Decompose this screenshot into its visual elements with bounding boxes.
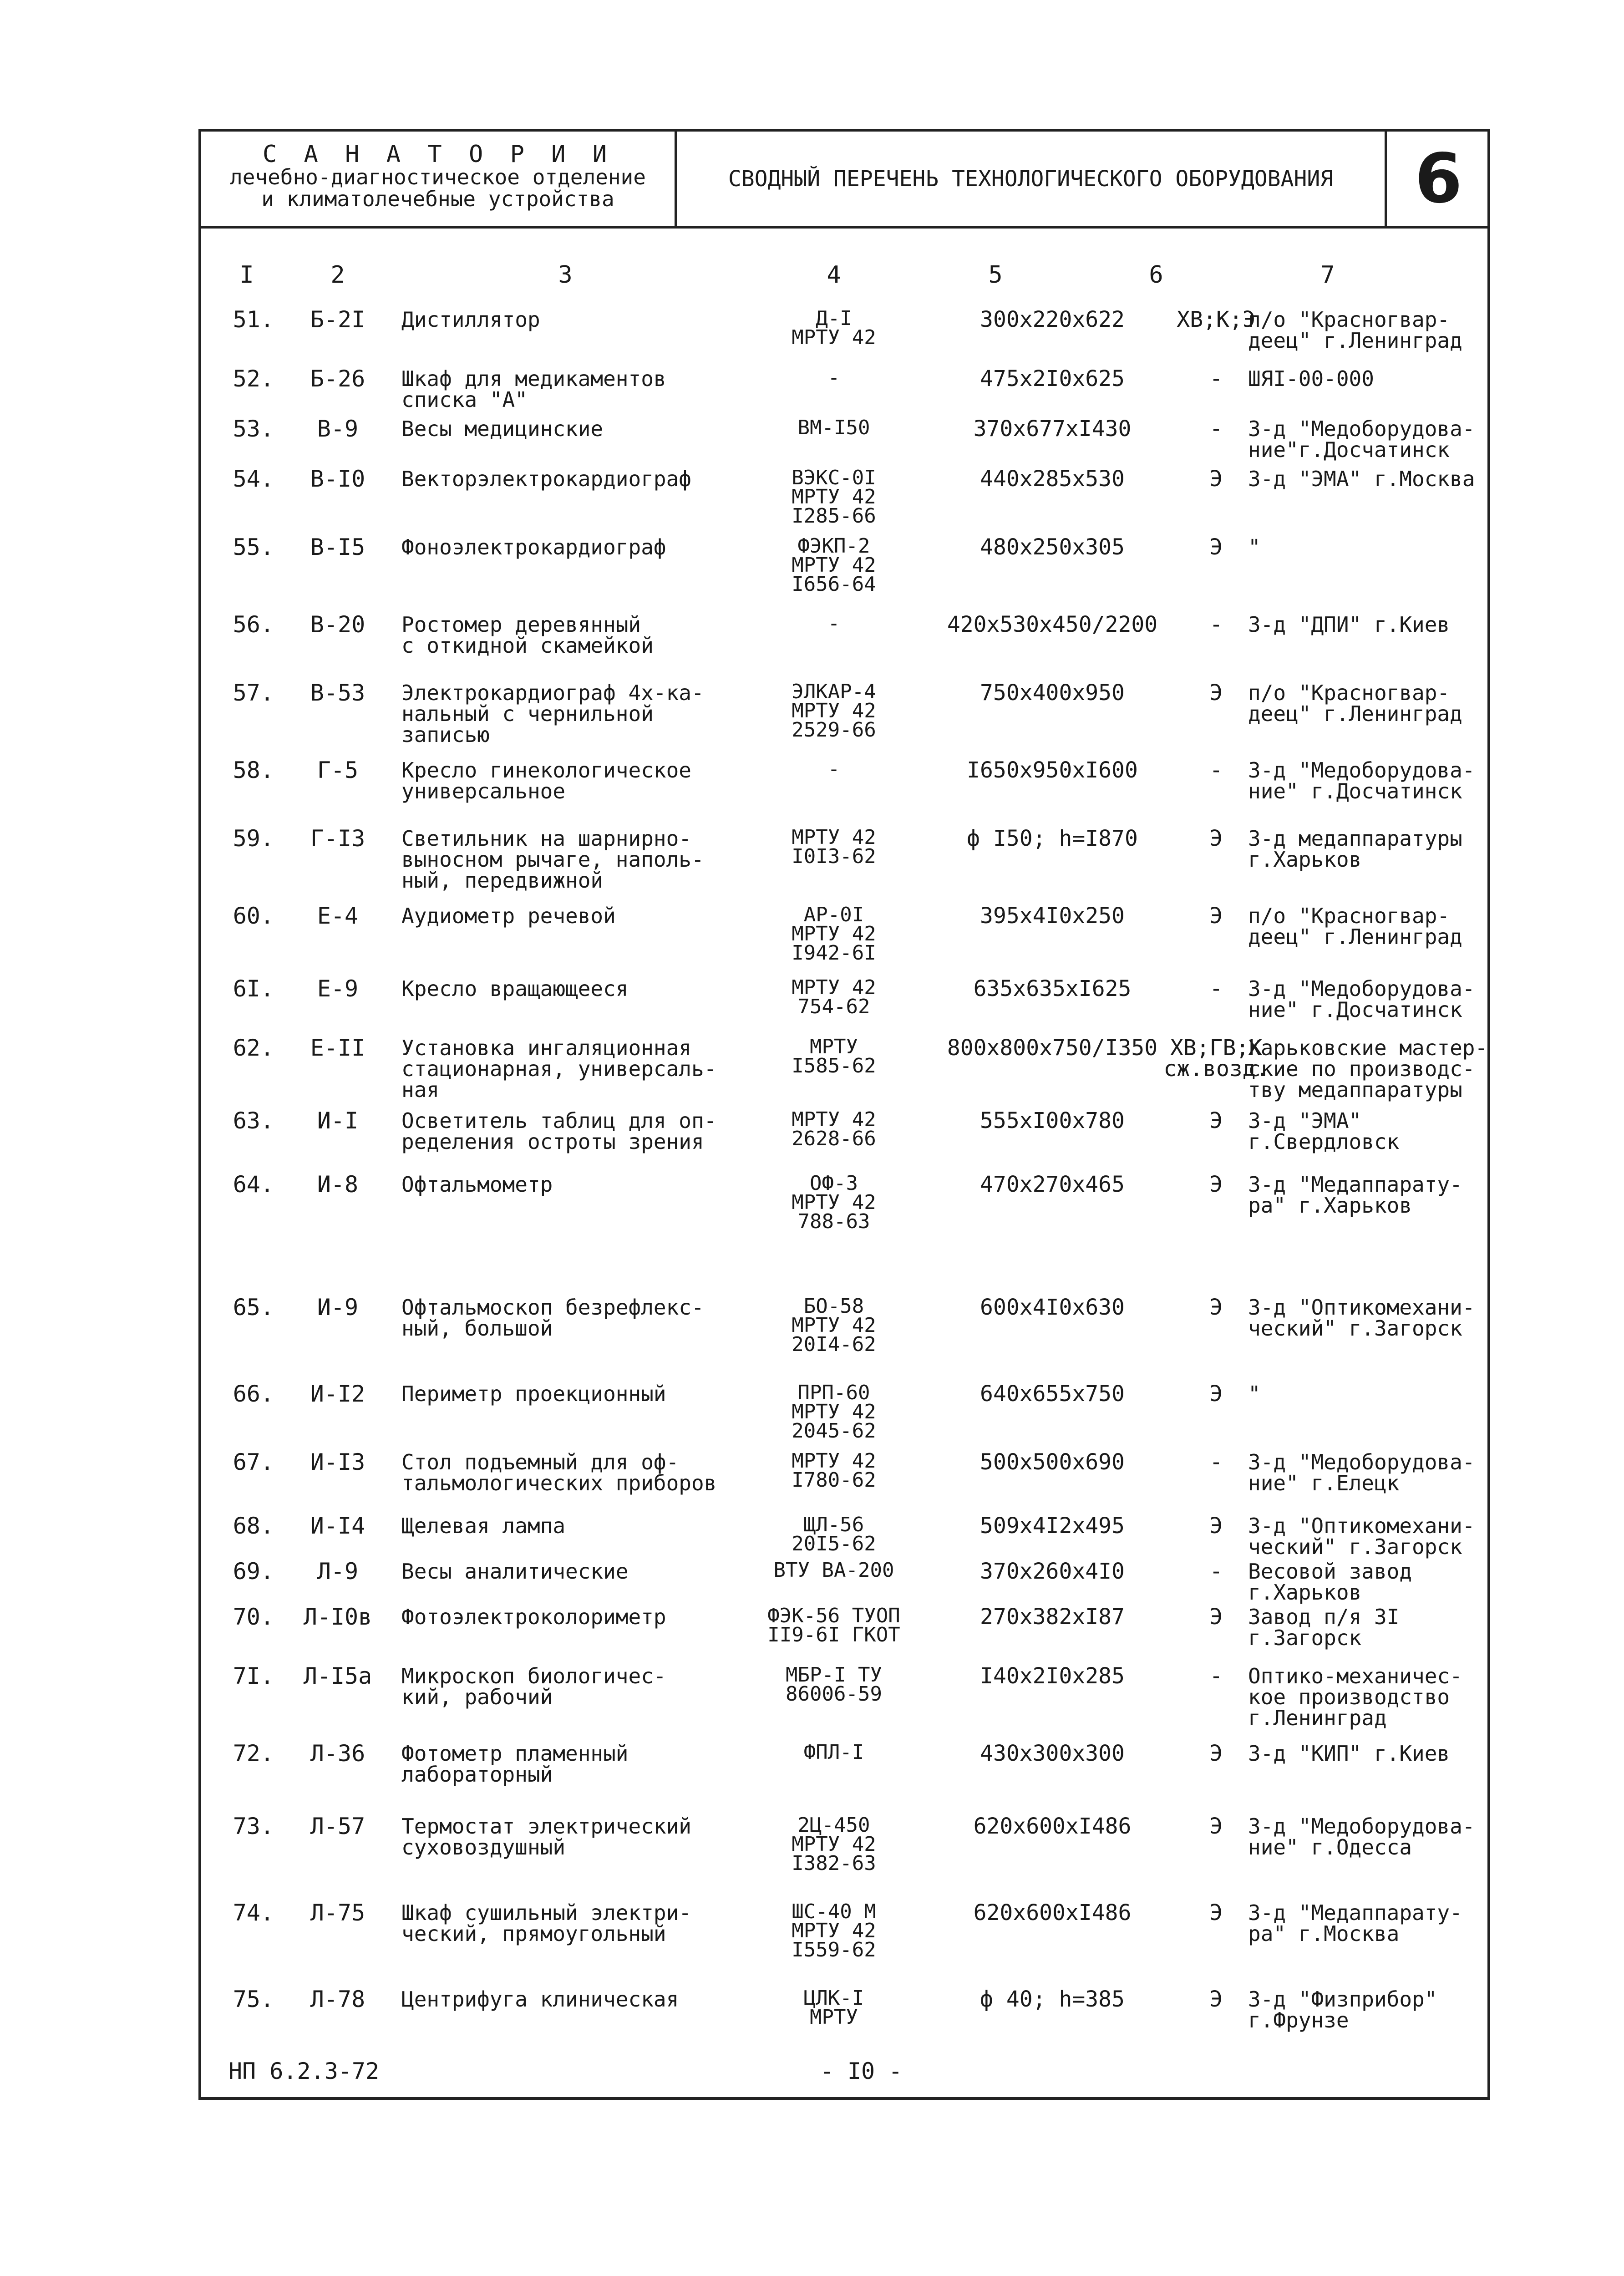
equipment-name: Дистиллятор	[401, 307, 540, 332]
equipment-code: И-8	[317, 1171, 359, 1198]
equipment-utilities: -	[1209, 1449, 1223, 1475]
document-code: НП 6.2.3-72	[228, 2058, 380, 2084]
equipment-code: Е-4	[317, 903, 359, 929]
equipment-name: Кресло гинекологическое универсальное	[401, 758, 691, 803]
equipment-utilities: Э	[1209, 903, 1223, 929]
equipment-utilities: -	[1209, 1559, 1223, 1584]
row-number: 75.	[233, 1986, 274, 2012]
equipment-dimensions: 620x600xI486	[973, 1814, 1132, 1839]
equipment-manufacturer: Харьковские мастер- ские по производс- тву медаппаратуры	[1248, 1036, 1488, 1102]
equipment-dimensions: I40x2I0x285	[980, 1663, 1125, 1689]
equipment-type: ШС-40 М МРТУ 42 I559-62	[792, 1900, 876, 1961]
equipment-dimensions: 395x4I0x250	[980, 903, 1125, 929]
equipment-name: Светильник на шарнирно- выносном рычаге, наполь- ный, передвижной	[401, 826, 704, 893]
equipment-utilities: Э	[1209, 1295, 1223, 1320]
row-number: 74.	[233, 1900, 274, 1926]
equipment-name: Термостат электрический суховоздушный	[401, 1814, 691, 1859]
equipment-manufacturer: З-д "Медаппарату- ра" г.Москва	[1248, 1900, 1462, 1946]
equipment-utilities: Э	[1209, 1108, 1223, 1133]
equipment-dimensions: 430x300x300	[980, 1741, 1125, 1766]
row-number: 67.	[233, 1449, 274, 1475]
equipment-code: Б-26	[310, 366, 365, 392]
row-number: 53.	[233, 416, 274, 442]
equipment-name: Стол подъемный для оф- тальмологических приборов	[401, 1450, 717, 1495]
equipment-code: Л-75	[310, 1900, 365, 1926]
equipment-name: Аудиометр речевой	[401, 904, 616, 928]
equipment-name: Фотоэлектроколориметр	[401, 1605, 666, 1629]
column-header: 4	[827, 261, 841, 289]
column-header: I	[239, 261, 254, 289]
equipment-type: ОФ-3 МРТУ 42 788-63	[792, 1172, 876, 1233]
equipment-name: Шкаф для медикаментов списка "А"	[401, 366, 666, 412]
equipment-type: ЦЛК-I МРТУ	[803, 1986, 864, 2029]
equipment-name: Офтальмоскоп безрефлекс- ный, большой	[401, 1295, 704, 1341]
equipment-dimensions: 480x250x305	[980, 534, 1125, 560]
equipment-utilities: Э	[1209, 1986, 1223, 2012]
equipment-code: В-9	[317, 416, 359, 442]
equipment-type: -	[827, 612, 840, 635]
equipment-code: И-I4	[310, 1513, 365, 1539]
equipment-dimensions: 600x4I0x630	[980, 1295, 1125, 1320]
equipment-type: -	[827, 757, 840, 781]
equipment-utilities: -	[1209, 366, 1223, 391]
equipment-code: Г-5	[317, 757, 359, 783]
row-number: 66.	[233, 1381, 274, 1407]
equipment-name: Периметр проекционный	[401, 1382, 666, 1406]
equipment-type: ЩЛ-56 20I5-62	[792, 1513, 876, 1555]
equipment-manufacturer: З-д "Оптикомехани- ческий" г.Загорск	[1248, 1514, 1475, 1559]
equipment-manufacturer: З-д "Медаппарату- ра" г.Харьков	[1248, 1172, 1462, 1218]
equipment-manufacturer: З-д "Оптикомехани- ческий" г.Загорск	[1248, 1295, 1475, 1341]
column-header: 2	[330, 261, 345, 289]
equipment-manufacturer: З-д медаппаратуры г.Харьков	[1248, 826, 1462, 872]
equipment-manufacturer: ШЯI-00-000	[1248, 366, 1374, 391]
equipment-name: Фотометр пламенный лабораторный	[401, 1741, 629, 1787]
row-number: 54.	[233, 466, 274, 492]
row-number: 52.	[233, 366, 274, 392]
equipment-name: Ростомер деревянный с откидной скамейкой	[401, 612, 654, 658]
equipment-name: Весы аналитические	[401, 1559, 629, 1584]
row-number: 59.	[233, 825, 274, 852]
equipment-dimensions: 509x4I2x495	[980, 1513, 1125, 1539]
equipment-utilities: Э	[1209, 1381, 1223, 1407]
equipment-name: Центрифуга клиническая	[401, 1987, 679, 2012]
equipment-manufacturer: З-д "Медоборудова- ние" г.Елецк	[1248, 1450, 1475, 1495]
equipment-manufacturer: З-д "Медоборудова- ние" г.Досчатинск	[1248, 758, 1475, 803]
equipment-manufacturer: Весовой завод г.Харьков	[1248, 1559, 1412, 1605]
equipment-dimensions: 475x2I0x625	[980, 366, 1125, 391]
equipment-type: МРТУ 42 754-62	[792, 976, 876, 1018]
equipment-type: МРТУ 42 I780-62	[792, 1449, 876, 1492]
equipment-dimensions: 300x220x622	[980, 307, 1125, 332]
equipment-name: Электрокардиограф 4х-ка- нальный с чернильной записью	[401, 681, 704, 747]
equipment-code: Б-2I	[310, 306, 365, 333]
row-number: 58.	[233, 757, 274, 783]
equipment-manufacturer: З-д "Физприбор" г.Фрунзе	[1248, 1987, 1437, 2032]
header-subtitle-line-2: и климатолечебные устройства	[261, 187, 614, 212]
equipment-dimensions: I650x950xI600	[967, 757, 1138, 783]
equipment-dimensions: 555xI00x780	[980, 1108, 1125, 1133]
equipment-manufacturer: З-д "ДПИ" г.Киев	[1248, 612, 1450, 637]
equipment-utilities: Э	[1209, 1513, 1223, 1539]
equipment-manufacturer: Оптико-механичес- кое производство г.Ленинград	[1248, 1664, 1462, 1730]
equipment-type: ВЭКС-0I МРТУ 42 I285-66	[792, 466, 876, 528]
equipment-type: Д-I МРТУ 42	[792, 307, 876, 349]
equipment-utilities: ХВ;К;Э	[1177, 307, 1256, 332]
equipment-type: БО-58 МРТУ 42 20I4-62	[792, 1295, 876, 1356]
column-header: 3	[558, 261, 573, 289]
equipment-code: И-I3	[310, 1449, 365, 1475]
equipment-type: МРТУ I585-62	[792, 1035, 876, 1077]
equipment-dimensions: 640x655x750	[980, 1381, 1125, 1407]
section-number: 6	[1415, 139, 1462, 218]
equipment-type: ФЭКП-2 МРТУ 42 I656-64	[792, 534, 876, 596]
equipment-code: В-53	[310, 680, 365, 706]
equipment-code: Г-I3	[310, 825, 365, 852]
equipment-utilities: Э	[1209, 1604, 1223, 1630]
equipment-utilities: ХВ;ГВ;К сж.возд.	[1163, 1035, 1269, 1082]
equipment-code: И-I	[317, 1108, 359, 1134]
equipment-dimensions: 470x270x465	[980, 1172, 1125, 1197]
row-number: 62.	[233, 1035, 274, 1061]
equipment-manufacturer: "	[1248, 1382, 1261, 1406]
equipment-dimensions: 635x635xI625	[973, 976, 1132, 1001]
header-institution	[201, 132, 677, 226]
equipment-manufacturer: З-д "Медоборудова- ние" г.Одесса	[1248, 1814, 1475, 1859]
row-number: 72.	[233, 1740, 274, 1767]
equipment-dimensions: 270x382xI87	[980, 1604, 1125, 1630]
equipment-manufacturer: п/о "Красногвар- деец" г.Ленинград	[1248, 904, 1462, 949]
row-number: 7I.	[233, 1663, 274, 1689]
equipment-manufacturer: п/о "Красногвар- деец" г.Ленинград	[1248, 681, 1462, 726]
equipment-type: ФЭК-56 ТУОП II9-6I ГКОТ	[767, 1604, 900, 1646]
equipment-dimensions: 800x800x750/I350	[947, 1035, 1158, 1061]
column-header: 6	[1149, 261, 1163, 289]
header-subtitle-line-1: лечебно-диагностическое отделение	[230, 165, 646, 189]
equipment-manufacturer: "	[1248, 535, 1261, 559]
equipment-dimensions: 420x530x450/2200	[947, 612, 1158, 637]
equipment-code: В-I0	[310, 466, 365, 492]
document-frame	[198, 129, 1490, 2100]
row-number: 69.	[233, 1558, 274, 1585]
equipment-code: Е-II	[310, 1035, 365, 1061]
row-number: 70.	[233, 1604, 274, 1630]
equipment-utilities: Э	[1209, 680, 1223, 706]
equipment-code: Л-I5а	[303, 1663, 372, 1689]
equipment-utilities: Э	[1209, 466, 1223, 492]
equipment-code: И-I2	[310, 1381, 365, 1407]
equipment-utilities: Э	[1209, 1172, 1223, 1197]
equipment-utilities: -	[1209, 612, 1223, 637]
equipment-name: Офтальмометр	[401, 1172, 553, 1197]
equipment-manufacturer: Завод п/я 3I г.Загорск	[1248, 1605, 1400, 1650]
equipment-utilities: Э	[1209, 1900, 1223, 1925]
column-header: 5	[988, 261, 1003, 289]
equipment-utilities: Э	[1209, 826, 1223, 851]
row-number: 57.	[233, 680, 274, 706]
equipment-code: Л-9	[317, 1558, 359, 1585]
equipment-code: Л-I0в	[303, 1604, 372, 1630]
equipment-type: ПРП-60 МРТУ 42 2045-62	[792, 1381, 876, 1443]
equipment-name: Весы медицинские	[401, 417, 604, 441]
equipment-code: Л-57	[310, 1813, 365, 1839]
row-number: 63.	[233, 1108, 274, 1134]
equipment-type: ФПЛ-I	[803, 1741, 864, 1764]
equipment-manufacturer: З-д "ЭМА" г.Москва	[1248, 467, 1475, 491]
equipment-dimensions: ф I50; h=I870	[967, 826, 1138, 851]
row-number: 51.	[233, 306, 274, 333]
equipment-type: МРТУ 42 2628-66	[792, 1108, 876, 1150]
equipment-name: Щелевая лампа	[401, 1514, 566, 1538]
equipment-name: Осветитель таблиц для оп- ределения остроты зрения	[401, 1108, 717, 1154]
row-number: 73.	[233, 1813, 274, 1839]
header-title: С А Н А Т О Р И И	[262, 141, 614, 168]
equipment-code: Л-36	[310, 1740, 365, 1767]
equipment-utilities: Э	[1209, 1814, 1223, 1839]
equipment-dimensions: 620x600xI486	[973, 1900, 1132, 1925]
equipment-code: И-9	[317, 1294, 359, 1321]
row-number: 56.	[233, 611, 274, 638]
equipment-dimensions: 750x400x950	[980, 680, 1125, 706]
equipment-name: Векторэлектрокардиограф	[401, 467, 691, 491]
equipment-name: Установка ингаляционная стационарная, универсаль- ная	[401, 1036, 717, 1102]
row-number: 55.	[233, 534, 274, 560]
row-number: 60.	[233, 903, 274, 929]
equipment-utilities: -	[1209, 1663, 1223, 1689]
equipment-dimensions: 440x285x530	[980, 466, 1125, 492]
page-number: - I0 -	[820, 2058, 903, 2084]
equipment-type: -	[827, 366, 840, 389]
equipment-name: Микроскоп биологичес- кий, рабочий	[401, 1664, 666, 1709]
equipment-utilities: -	[1209, 416, 1223, 442]
equipment-type: АР-0I МРТУ 42 I942-6I	[792, 903, 876, 965]
list-title: СВОДНЫЙ ПЕРЕЧЕНЬ ТЕХНОЛОГИЧЕСКОГО ОБОРУДОВАНИЯ	[677, 132, 1387, 226]
row-number: 68.	[233, 1513, 274, 1539]
equipment-utilities: -	[1209, 757, 1223, 783]
equipment-name: Шкаф сушильный электри- ческий, прямоугольный	[401, 1900, 691, 1946]
equipment-code: В-20	[310, 611, 365, 638]
equipment-type: ВМ-I50	[797, 416, 870, 439]
equipment-type: 2Ц-450 МРТУ 42 I382-63	[792, 1814, 876, 1875]
column-headers	[201, 261, 1487, 289]
equipment-utilities: Э	[1209, 1741, 1223, 1766]
equipment-manufacturer: п/о "Красногвар- деец" г.Ленинград	[1248, 307, 1462, 353]
equipment-name: Кресло вращающееся	[401, 976, 629, 1001]
equipment-type: МРТУ 42 I0I3-62	[792, 826, 876, 868]
equipment-dimensions: 370x260x4I0	[980, 1559, 1125, 1584]
equipment-type: МБР-I ТУ 86006-59	[786, 1663, 882, 1706]
equipment-manufacturer: З-д "Медоборудова- ние" г.Досчатинск	[1248, 976, 1475, 1022]
column-header: 7	[1320, 261, 1335, 289]
equipment-utilities: -	[1209, 976, 1223, 1001]
equipment-manufacturer: З-д "КИП" г.Киев	[1248, 1741, 1450, 1766]
equipment-manufacturer: З-д "Медоборудова- ние"г.Досчатинск	[1248, 417, 1475, 462]
equipment-dimensions: ф 40; h=385	[980, 1986, 1125, 2012]
equipment-dimensions: 500x500x690	[980, 1449, 1125, 1475]
row-number: 65.	[233, 1294, 274, 1321]
equipment-dimensions: 370x677xI430	[973, 416, 1132, 442]
equipment-name: Фоноэлектрокардиограф	[401, 535, 666, 559]
equipment-type: ЭЛКАР-4 МРТУ 42 2529-66	[792, 680, 876, 742]
row-number: 6I.	[233, 975, 274, 1002]
row-number: 64.	[233, 1171, 274, 1198]
equipment-code: В-I5	[310, 534, 365, 560]
equipment-code: Е-9	[317, 975, 359, 1002]
equipment-type: ВТУ ВА-200	[773, 1559, 894, 1582]
equipment-code: Л-78	[310, 1986, 365, 2012]
equipment-utilities: Э	[1209, 534, 1223, 560]
header	[201, 132, 1487, 229]
equipment-manufacturer: З-д "ЭМА" г.Свердловск	[1248, 1108, 1400, 1154]
